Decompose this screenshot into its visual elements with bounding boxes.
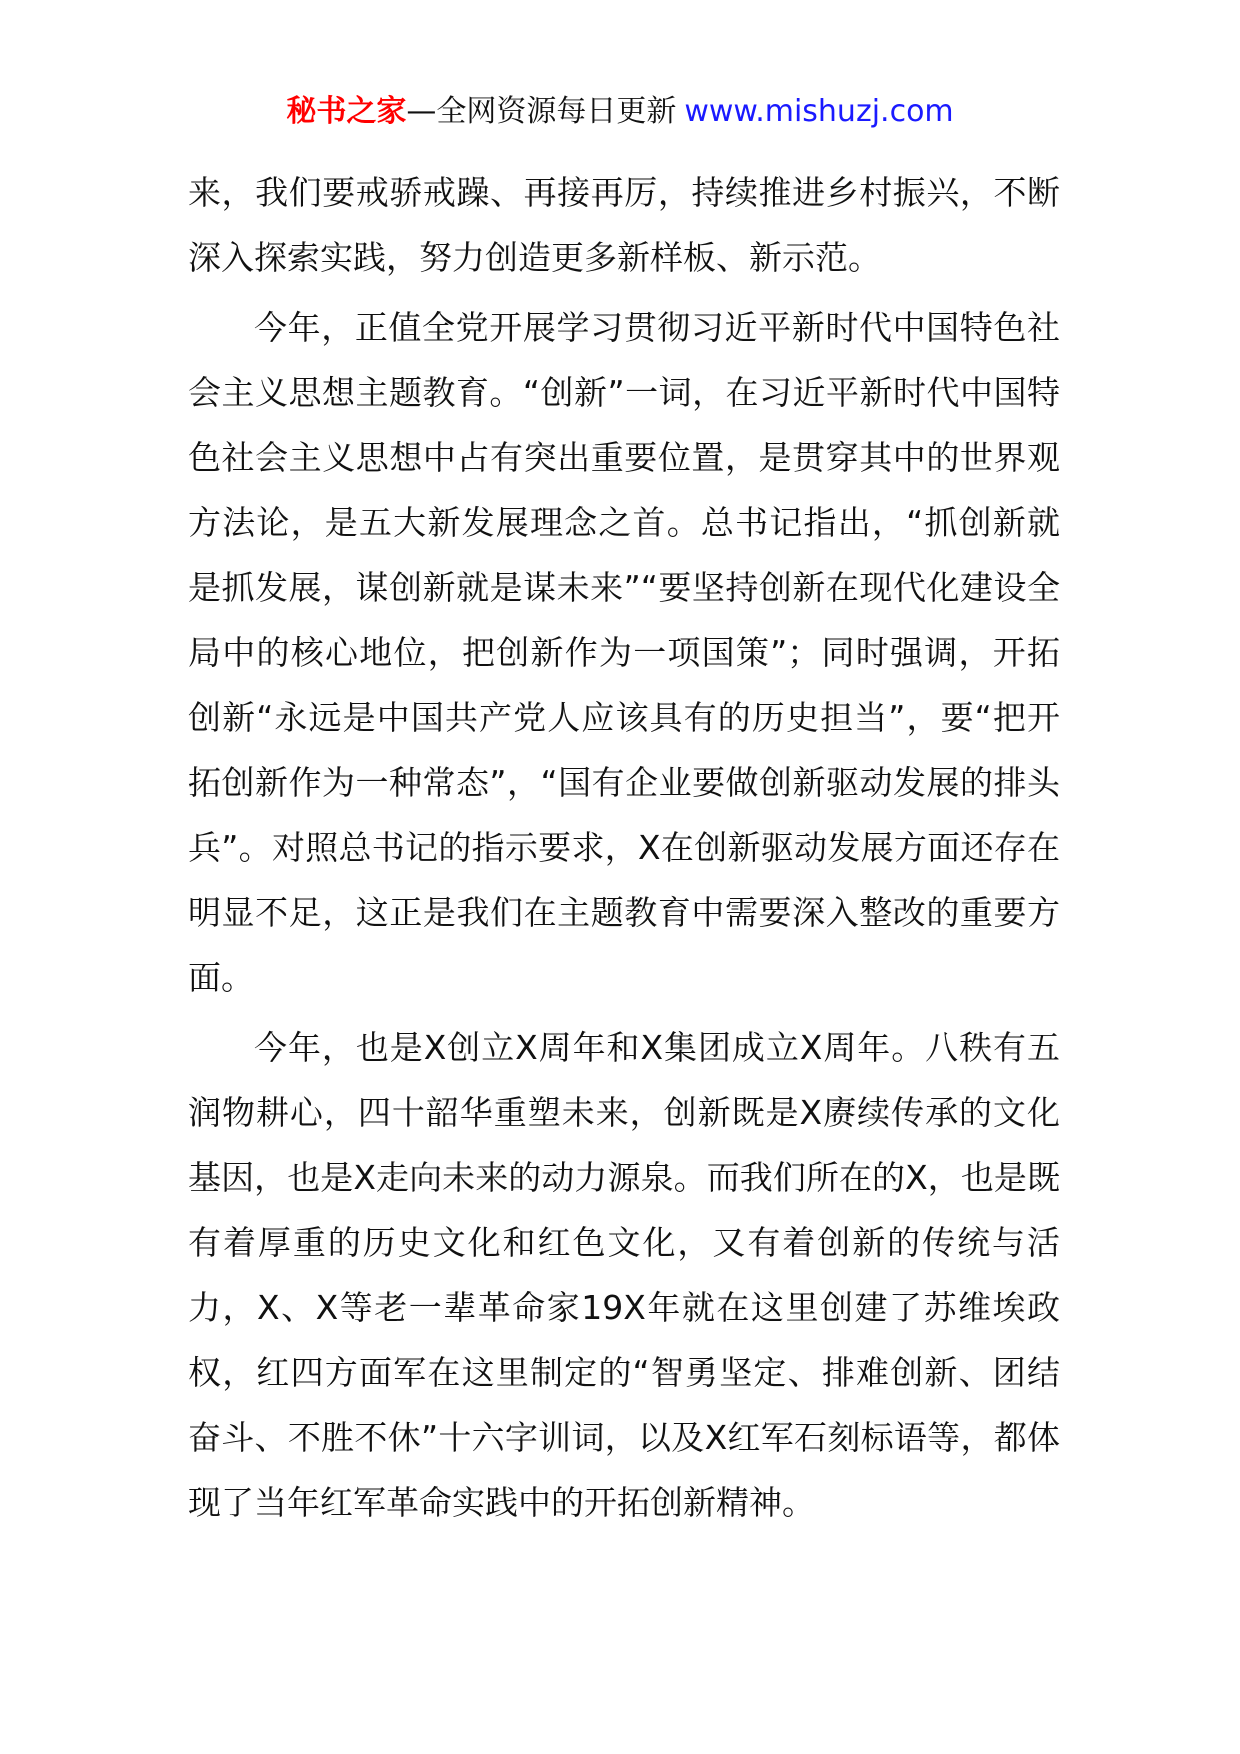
website-link[interactable]: www.mishuzj.com [684, 94, 954, 129]
document-body [188, 160, 1060, 1540]
paragraph-continuation: 来，我们要戒骄戒躁、再接再厉，持续推进乡村振兴，不断深入探索实践，努力创造更多新样板、新示范。 [188, 173, 1060, 277]
header-tagline: —全网资源每日更新 [406, 94, 677, 129]
page-header [0, 92, 1240, 132]
brand-name: 秘书之家 [286, 94, 407, 129]
paragraph-anniversary: 今年，也是X创立X周年和X集团成立X周年。八秩有五润物耕心，四十韶华重塑未来，创新既是X赓续传承的文化基因，也是X走向未来的动力源泉。而我们所在的X，也是既有着厚重的历史文化和红色文化，又有着创新的传统与活力，X、X等老一辈革命家19X年就在这里创建了苏维埃政权，红四方面军在这里制定的“智勇坚定、排难创新、团结奋斗、不胜不休”十六字训词，以及X红军石刻标语等，都体现了当年红军革命实践中的开拓创新精神。 [188, 1028, 1060, 1522]
paragraph-theme-education: 今年，正值全党开展学习贯彻习近平新时代中国特色社会主义思想主题教育。“创新”一词，在习近平新时代中国特色社会主义思想中占有突出重要位置，是贯穿其中的世界观方法论，是五大新发展理念之首。总书记指出，“抓创新就是抓发展，谋创新就是谋未来”“要坚持创新在现代化建设全局中的核心地位，把创新作为一项国策”；同时强调，开拓创新“永远是中国共产党人应该具有的历史担当”，要“把开拓创新作为一种常态”，“国有企业要做创新驱动发展的排头兵”。对照总书记的指示要求，X在创新驱动发展方面还存在明显不足，这正是我们在主题教育中需要深入整改的重要方面。 [188, 308, 1060, 997]
